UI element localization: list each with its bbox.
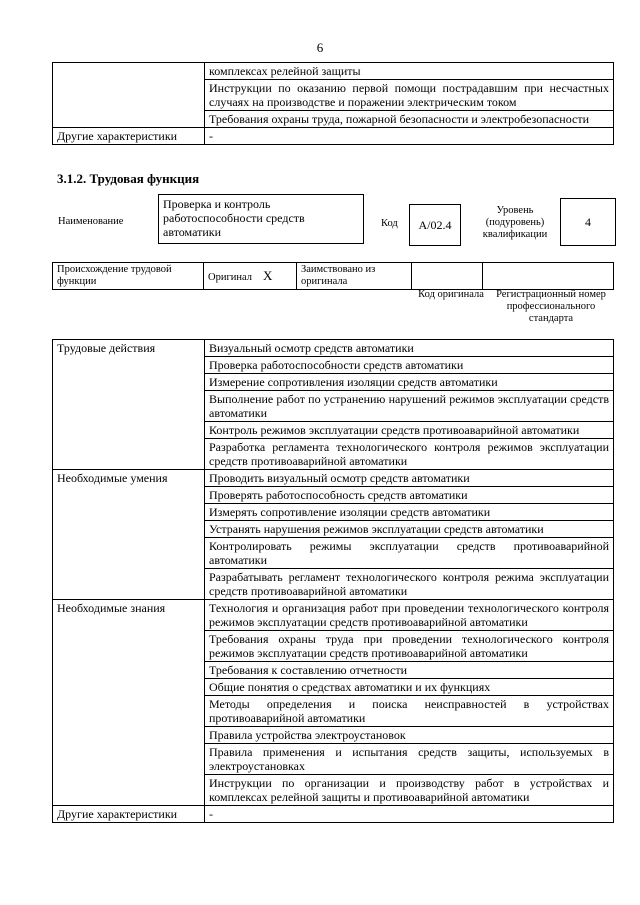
page-number: 6 — [316, 40, 324, 55]
table-cell-empty — [53, 63, 205, 128]
code-original-cell — [412, 263, 483, 290]
table-cell: Требования охраны труда при проведении технологического контроля режимов эксплуатации средств противоаварийной автоматики — [205, 631, 614, 662]
table-cell: Проверка работоспособности средств автоматики — [205, 357, 614, 374]
table-cell: Правила устройства электроустановок — [205, 727, 614, 744]
table-row — [53, 806, 614, 823]
table-cell: Технология и организация работ при проведении технологического контроля режимов эксплуатации средств противоаварийной автоматики — [205, 600, 614, 631]
table-cell: Разрабатывать регламент технологического контроля режима эксплуатации средств противоаварийной автоматики — [205, 569, 614, 600]
table-cell: Требования к составлению отчетности — [205, 662, 614, 679]
table-row — [53, 263, 614, 290]
table-cell: Требования охраны труда, пожарной безопасности и электробезопасности — [205, 111, 614, 128]
table-cell: Проводить визуальный осмотр средств автоматики — [205, 470, 614, 487]
table-cell: Визуальный осмотр средств автоматики — [205, 340, 614, 357]
table-cell: Устранять нарушения режимов эксплуатации средств автоматики — [205, 521, 614, 538]
row-label: Необходимые знания — [53, 600, 205, 806]
original-label: Оригинал — [208, 271, 252, 283]
table-cell: Разработка регламента технологического контроля режимов эксплуатации средств противоаварийной автоматики — [205, 439, 614, 470]
level-box — [560, 198, 616, 246]
function-name-value: Проверка и контроль работоспособности средств автоматики — [163, 197, 305, 239]
table-cell: Выполнение работ по устранению нарушений режимов эксплуатации средств автоматики — [205, 391, 614, 422]
table-row — [53, 470, 614, 487]
row-label: Трудовые действия — [53, 340, 205, 470]
name-label: Наименование — [58, 216, 124, 227]
table-cell: Общие понятия о средствах автоматики и их функциях — [205, 679, 614, 696]
original-cell — [204, 263, 297, 290]
reg-number-cell — [483, 263, 614, 290]
table-cell: Измерение сопротивления изоляции средств автоматики — [205, 374, 614, 391]
table-cell: Проверять работоспособность средств автоматики — [205, 487, 614, 504]
code-original-caption: Код оригинала — [418, 289, 484, 300]
row-label: Другие характеристики — [53, 128, 205, 145]
reg-number-caption: Регистрационный номер профессионального стандарта — [496, 289, 606, 324]
table-cell: Контроль режимов эксплуатации средств противоаварийной автоматики — [205, 422, 614, 439]
original-mark: X — [263, 267, 273, 283]
table-row — [53, 340, 614, 357]
table-cell: Инструкции по организации и производству работ в устройствах и комплексах релейной защиты и противоаварийной автоматики — [205, 775, 614, 806]
table-cell: - — [205, 128, 614, 145]
code-value: А/02.4 — [418, 218, 452, 232]
row-label: Необходимые умения — [53, 470, 205, 600]
code-box — [409, 204, 461, 246]
level-label: Уровень (подуровень) квалификации — [482, 205, 548, 240]
table-cell: комплексах релейной защиты — [205, 63, 614, 80]
table-cell: Методы определения и поиска неисправностей в устройствах противоаварийной автоматики — [205, 696, 614, 727]
section-title: 3.1.2. Трудовая функция — [57, 171, 200, 186]
function-name-box — [158, 194, 364, 244]
table-cell: Измерять сопротивление изоляции средств автоматики — [205, 504, 614, 521]
table-row — [53, 600, 614, 631]
table-cell: Правила применения и испытания средств защиты, используемых в электроустановках — [205, 744, 614, 775]
table-cell: Инструкции по оказанию первой помощи пострадавшим при несчастных случаях на производстве и поражении электрическим током — [205, 80, 614, 111]
code-label: Код — [381, 218, 398, 229]
origin-table — [52, 262, 614, 290]
table-cell: - — [205, 806, 614, 823]
table-row — [53, 63, 614, 80]
row-label: Другие характеристики — [53, 806, 205, 823]
borrowed-label: Заимствовано из оригинала — [297, 263, 412, 290]
table-row — [53, 128, 614, 145]
level-value: 4 — [585, 215, 591, 229]
table-cell: Контролировать режимы эксплуатации средств противоаварийной автоматики — [205, 538, 614, 569]
labor-function-table — [52, 339, 614, 823]
origin-label: Происхождение трудовой функции — [53, 263, 204, 290]
top-continuation-table — [52, 62, 614, 145]
